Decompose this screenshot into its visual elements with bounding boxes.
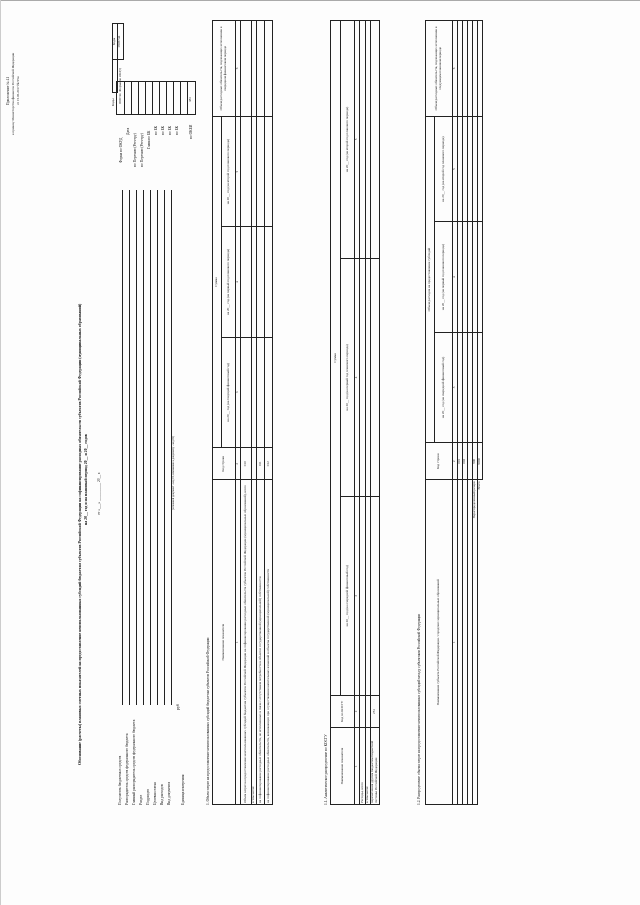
registry-label: по Перечню (Реестру) — [133, 133, 137, 167]
underline — [157, 190, 158, 705]
s1-col-extra: Объем расходных обязательств, подлежащих исполнению в очередном финансовом периоде — [213, 21, 236, 117]
doc-date: от «___» __________ 20__ г. — [97, 471, 101, 515]
bk-label: по БК — [154, 125, 158, 135]
bk-label: по БК — [168, 125, 172, 135]
s1-col-name: Наименование показателя — [213, 480, 236, 805]
codes-table: Коды Форма по ОКУД 0505744 — [112, 23, 124, 93]
bk-chapter-label: Глава по БК — [147, 130, 151, 149]
table-row: перечисления другим бюджетам бюджетной системы Российской Федерации 251 — [371, 21, 380, 805]
section1-2-table: Наименование субъекта Российской Федерации / городских муниципальных образований Код строки Объем расходов на предоставление субсидий Объем расходных обязательств, подлежащих исполнению в следующем плановом периоде на 20__ год (на очередной финансовый год) на 20__ год (на первый год планового периода) на 20__ год (на второй год планового периода) 1 2 3 4 5 6 001 002 Нераспределенный резерв 900 Всего 9000 — [425, 20, 483, 805]
codes-title: Коды — [111, 98, 115, 106]
s11-col-name: Наименование показателя — [331, 728, 355, 805]
field-subsection: Подраздел — [146, 788, 150, 805]
field-chief-manager: Главный распорядитель средств федерального бюджета — [132, 719, 136, 805]
field-recipient: Получатель бюджетных средств — [118, 755, 122, 805]
s12-col-name: Наименование субъекта Российской Федерации / городских муниципальных образований — [426, 480, 453, 805]
table-row: Всего 9000 — [478, 21, 483, 805]
section1-title: 1. Объем затрат на предоставление неиспользованных субсидий бюджетам субъектов Российской Федерации — [206, 637, 210, 805]
field-unit-value: руб — [175, 704, 180, 710]
s1-col-sum: Сумма — [213, 116, 222, 447]
underline — [150, 190, 151, 705]
codes-column: 0505744 383 — [116, 81, 196, 115]
registry-label-2: по Перечню (Реестру) — [140, 133, 144, 167]
section1-table: Наименование показателя Код строки Сумма Объем расходных обязательств, подлежащих исполнению в очередном финансовом периоде на 20__ год (на текущий финансовый год) на 20__ год (на первый год планового периода) на 20__ год (на второй год планового периода) 1 2 3 4 5 6 Объем затрат на предоставление неиспользованных субсидий бюджетам субъектов Российской Федерации на софинансирование расходных обязательств субъектов Российской Федерации (муниципальных образований), всего 010 в том числе: на софинансирование расходных обязательств, не исполненных в связи с отсутствием потребности в объектах государственной (муниципальной) собственности 011 на софинансирование расходных обязательств, возникающих при осуществлении капитальных вложений в объекты государственной (муниципальной) собственности 012 — [212, 20, 273, 805]
underline — [122, 190, 123, 705]
underline — [171, 190, 172, 705]
s12-col-volume: Объем расходов на предоставление субсидий — [426, 116, 435, 442]
field-manager: Распорядитель средств федерального бюджета — [125, 733, 129, 805]
doc-title: Обоснование (расчеты) плановых сметных показателей на предоставление неиспользованных субсидий бюджетам субъектов Российской Федерации на софинансирование расходных обязательств субъектов Российской Федерации (муниципальных образований) — [78, 303, 82, 765]
doc-title-years: на 20__ год и на плановый период 20__ и 20__ годов — [84, 434, 88, 525]
s11-col-sum: Сумма — [331, 21, 341, 696]
field-target: Целевая статья — [153, 782, 157, 805]
field-section: Раздел — [139, 794, 143, 805]
underline — [164, 190, 165, 705]
table-row: на софинансирование расходных обязательств, возникающих при осуществлении капитальных вложений в объекты государственной (муниципальной) собственности 012 — [265, 21, 273, 805]
underline — [136, 190, 137, 705]
table-row: в том числе: — [252, 21, 257, 805]
codes-header: Коды — [113, 24, 118, 60]
table-row: Нераспределенный резерв 900 — [473, 21, 478, 805]
section1-1-title: 1.1. Аналитическое распределение по КОСГУ — [324, 734, 328, 805]
date-label: Дата — [126, 127, 130, 135]
appendix-line3: от 15.06.2017 № 95н — [16, 76, 20, 105]
table-row: на софинансирование расходных обязательств, не исполненных в связи с отсутствием потребности в объектах государственной (муниципальной) собственности 011 — [257, 21, 265, 805]
table-row: Расходы, всего — [360, 21, 366, 805]
field-doc-type: Вид документа — [167, 781, 171, 805]
underline — [129, 190, 130, 705]
table-row: Объем затрат на предоставление неиспользованных субсидий бюджетам субъектов Российской Федерации на софинансирование расходных обязательств субъектов Российской Федерации (муниципальных образований), всего 010 — [241, 21, 252, 805]
okud-code: 0505744 — [117, 24, 123, 60]
okud-label: Форма по ОКУД — [119, 137, 123, 163]
underline — [143, 190, 144, 705]
s12-col-code: Код строки — [426, 443, 453, 480]
bk-label: по БК — [175, 125, 179, 135]
table-row: 002 — [463, 21, 468, 805]
appendix-line2: к приказу Министерства финансов Российской Федерации — [11, 52, 15, 135]
section1-2-title: 1.2. Распределение объема затрат на предоставление неиспользованных субсидий между субъектами Российской Федерации — [417, 613, 421, 805]
appendix-label: Приложение № 41 — [6, 76, 10, 105]
bk-label: по БК — [161, 125, 165, 135]
table-row: в том числе: — [366, 21, 371, 805]
section1-1-table: Наименование показателя Код по КОСГУ Сумма на 20__ год (на очередной финансовый год) на 20__ год (на первый год планового периода) на 20__ год (на второй год планового периода) 1 2 3 4 5 Расходы, всего в том числе: перечисления другим бюджетам бюджетной системы Российской Федерации 251 — [330, 20, 380, 805]
s1-col-code: Код строки — [213, 448, 236, 480]
okei-label: по ОКЕИ — [189, 124, 193, 139]
field-unit: Единица измерения: — [181, 773, 185, 805]
field-expense-type: Вид расходов — [160, 784, 164, 805]
doc-type-note: (основной документ - код 01, изменение к документу - код 02) — [172, 436, 175, 510]
s11-col-code: Код по КОСГУ — [331, 695, 355, 728]
table-row: 001 — [458, 21, 463, 805]
s12-col-extra: Объем расходных обязательств, подлежащих исполнению в следующем плановом периоде — [426, 21, 453, 117]
